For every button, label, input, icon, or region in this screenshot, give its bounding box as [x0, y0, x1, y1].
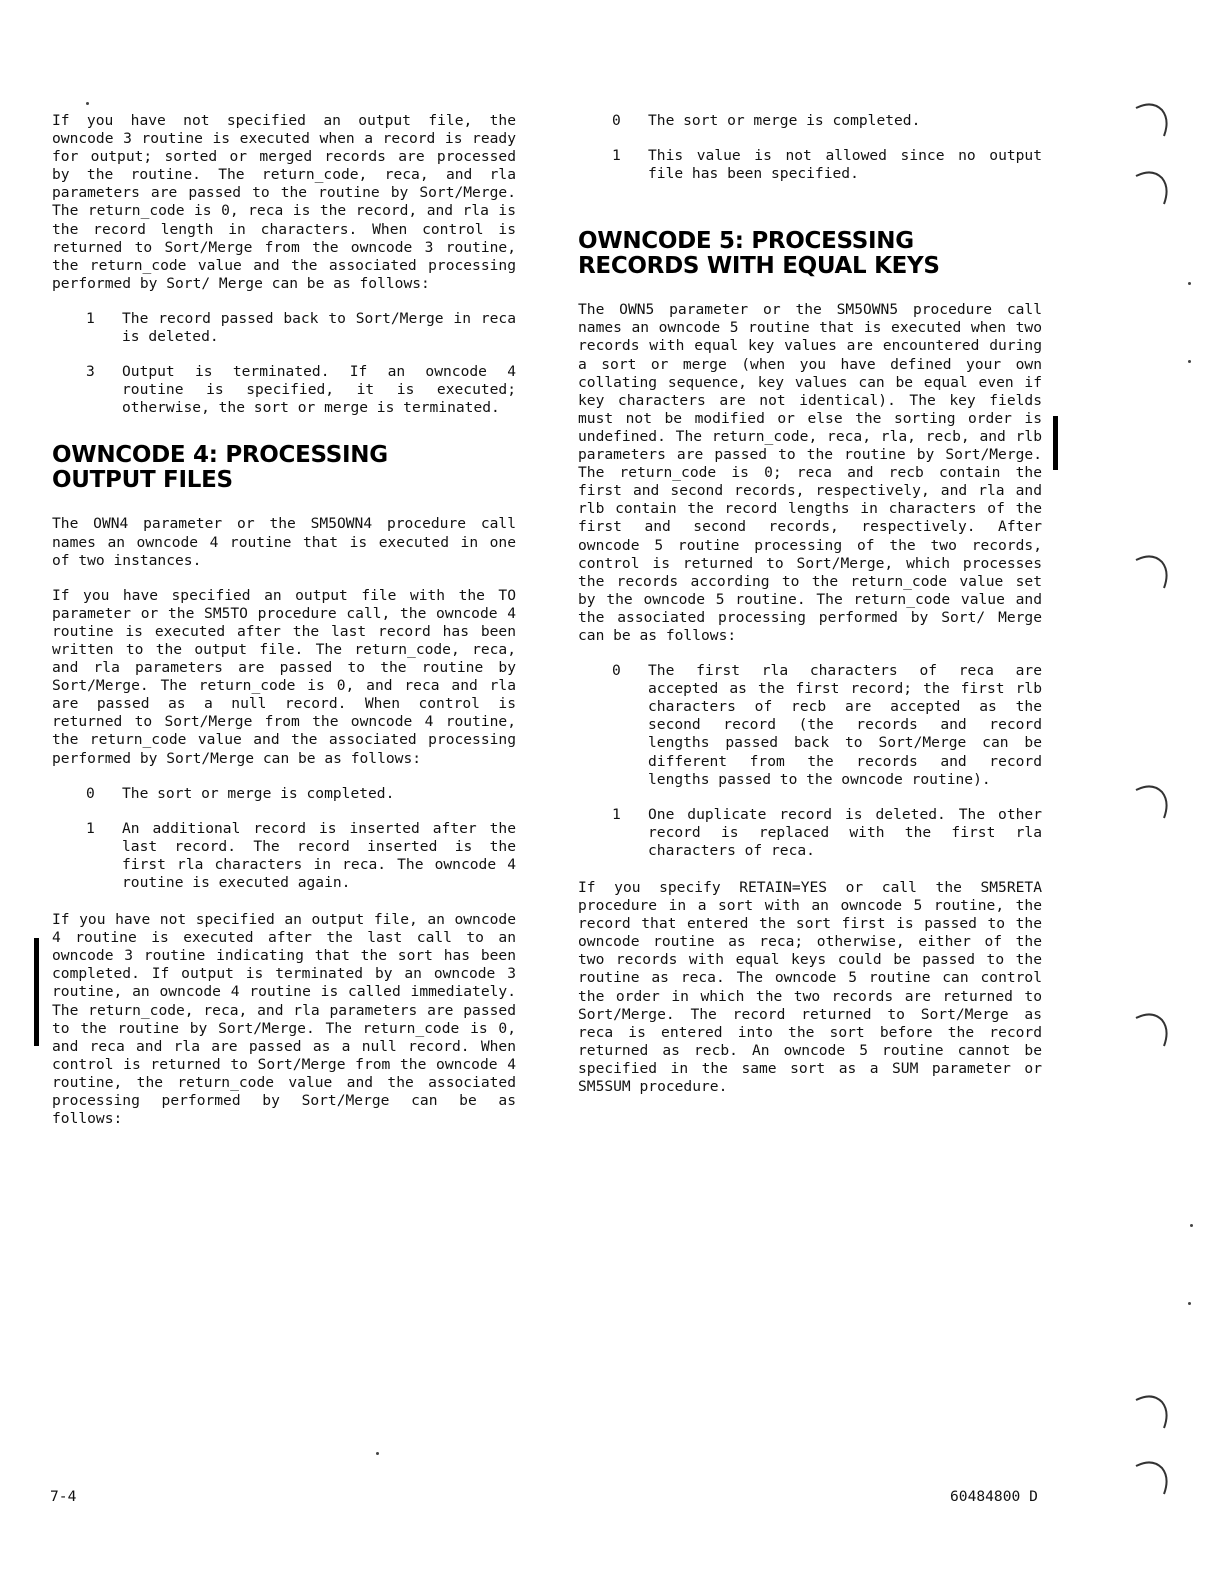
list-item — [578, 806, 1042, 860]
return-code-value: 3 — [86, 363, 95, 381]
return-code-description: The sort or merge is completed. — [122, 784, 395, 802]
binder-hole-mark-icon — [1132, 98, 1174, 140]
return-code-description: The sort or merge is completed. — [648, 112, 921, 129]
list-item — [52, 310, 516, 346]
return-code-description: This value is not allowed since no output file has been specified. — [648, 147, 1042, 183]
document-number: 60484800 D — [950, 1488, 1038, 1505]
list-item — [578, 662, 1042, 789]
binder-hole-mark-icon — [1132, 164, 1174, 206]
owncode5-return-codes — [578, 662, 1042, 860]
page-number: 7-4 — [50, 1488, 77, 1505]
left-change-bar — [34, 938, 39, 1046]
owncode3-return-codes — [52, 310, 516, 417]
heading-line: RECORDS WITH EQUAL KEYS — [578, 253, 940, 280]
scan-speck — [86, 102, 89, 105]
return-code-value: 0 — [86, 784, 95, 802]
left-column — [52, 112, 516, 1145]
owncode4-no-output-paragraph: If you have not specified an output file, an owncode 4 routine is executed after the last call to an owncode 3 routine indicating that the sort has been completed. If output is terminated by an owncode 3 routine, an owncode 4 routine is called immediately. The return_code, reca, and rla parameters are passed to the routine by Sort/Merge. The return_code is 0, and reca and rla are passed as a null record. When control is returned to Sort/Merge from the owncode 4 routine, the return_code value and the associated processing performed by Sort/Merge can be as follows: — [52, 911, 516, 1128]
binder-hole-mark-icon — [1132, 780, 1174, 822]
scan-speck — [1188, 282, 1191, 285]
owncode4-no-output-return-codes — [578, 112, 1042, 183]
list-item — [578, 147, 1042, 183]
owncode4-intro-paragraph: The OWN4 parameter or the SM5OWN4 procedure call names an owncode 4 routine that is executed in one of two instances. — [52, 515, 516, 569]
owncode5-intro-paragraph: The OWN5 parameter or the SM5OWN5 procedure call names an owncode 5 routine that is executed when two records with equal key values are encountered during a sort or merge (when you have defined your own collating sequence, key values can be equal even if key characters are not identical). The key fields must not be modified or else the sorting order is undefined. The return_code, reca, rla, recb, and rlb parameters are passed to the routine by Sort/Merge. The return_code is 0; reca and recb contain the first and second records, respectively, and rla and rlb contain the record lengths in characters of the first and second records, respectively. After owncode 5 routine processing of the two records, control is returned to Sort/Merge, which processes the records according to the return_code value set by the owncode 5 routine. The return_code value and the associated processing performed by Sort/ Merge can be as follows: — [578, 301, 1042, 644]
owncode5-heading — [578, 229, 1042, 279]
binder-hole-mark-icon — [1132, 1456, 1174, 1498]
return-code-description: One duplicate record is deleted. The other record is replaced with the first rla characters of reca. — [648, 805, 1042, 859]
heading-line: OWNCODE 5: PROCESSING — [578, 228, 914, 255]
list-item — [52, 363, 516, 417]
owncode4-return-codes — [52, 785, 516, 892]
binder-hole-mark-icon — [1132, 1390, 1174, 1432]
heading-line: OWNCODE 4: PROCESSING — [52, 442, 388, 469]
list-item — [52, 785, 516, 803]
return-code-description: The first rla characters of reca are accepted as the first record; the first rlb characters of recb are accepted as the second record (the records and record lengths passed back to Sort/Merge can be different from the records and record lengths passed to the owncode routine). — [648, 662, 1042, 788]
owncode4-heading — [52, 443, 516, 493]
owncode4-output-file-paragraph: If you have specified an output file with the TO parameter or the SM5TO procedure call, the owncode 4 routine is executed after the last record has been written to the output file. The return_code, reca, and rla parameters are passed to the routine by Sort/Merge. The return_code is 0, and reca and rla are passed as a null record. When control is returned to Sort/Merge from the owncode 4 routine, the return_code value and the associated processing performed by Sort/Merge can be as follows: — [52, 586, 516, 767]
intro-paragraph: If you have not specified an output file, the owncode 3 routine is executed when a record is ready for output; sorted or merged records are processed by the routine. The return_code, reca, and rla parameters are passed to the routine by Sort/Merge. The return_code is 0, reca is the record, and rla is the record length in characters. When control is returned to Sort/Merge from the owncode 3 routine, the return_code value and the associated processing performed by Sort/ Merge can be as follows: — [52, 112, 516, 292]
return-code-value: 1 — [612, 147, 621, 165]
binder-hole-mark-icon — [1132, 1008, 1174, 1050]
scan-speck — [376, 1452, 379, 1455]
return-code-description: An additional record is inserted after the last record. The record inserted is the first rla characters in reca. The owncode 4 routine is executed again. — [122, 819, 516, 891]
scan-speck — [1188, 360, 1191, 363]
right-change-bar — [1053, 416, 1058, 470]
binder-hole-mark-icon — [1132, 550, 1174, 592]
list-item — [52, 820, 516, 892]
right-column — [578, 112, 1042, 1113]
scan-speck — [1190, 1224, 1193, 1227]
return-code-value: 1 — [86, 309, 95, 327]
return-code-description: The record passed back to Sort/Merge in reca is deleted. — [122, 309, 516, 346]
return-code-value: 0 — [612, 112, 621, 129]
return-code-description: Output is terminated. If an owncode 4 routine is specified, it is executed; otherwise, the sort or merge is terminated. — [122, 363, 516, 417]
return-code-value: 1 — [86, 819, 95, 837]
return-code-value: 0 — [612, 662, 621, 680]
owncode5-retain-paragraph: If you specify RETAIN=YES or call the SM5RETA procedure in a sort with an owncode 5 routine, the record that entered the sort first is passed to the owncode routine as reca; otherwise, either of the two records with equal keys could be passed to the routine as reca. The owncode 5 routine can control the order in which the two records are returned to Sort/Merge. The record returned to Sort/Merge as reca is entered into the sort before the record returned as recb. An owncode 5 routine cannot be specified in the same sort as a SUM parameter or SM5SUM procedure. — [578, 879, 1042, 1096]
return-code-value: 1 — [612, 805, 621, 823]
scan-speck — [1188, 1302, 1191, 1305]
heading-line: OUTPUT FILES — [52, 467, 233, 494]
list-item — [578, 112, 1042, 130]
